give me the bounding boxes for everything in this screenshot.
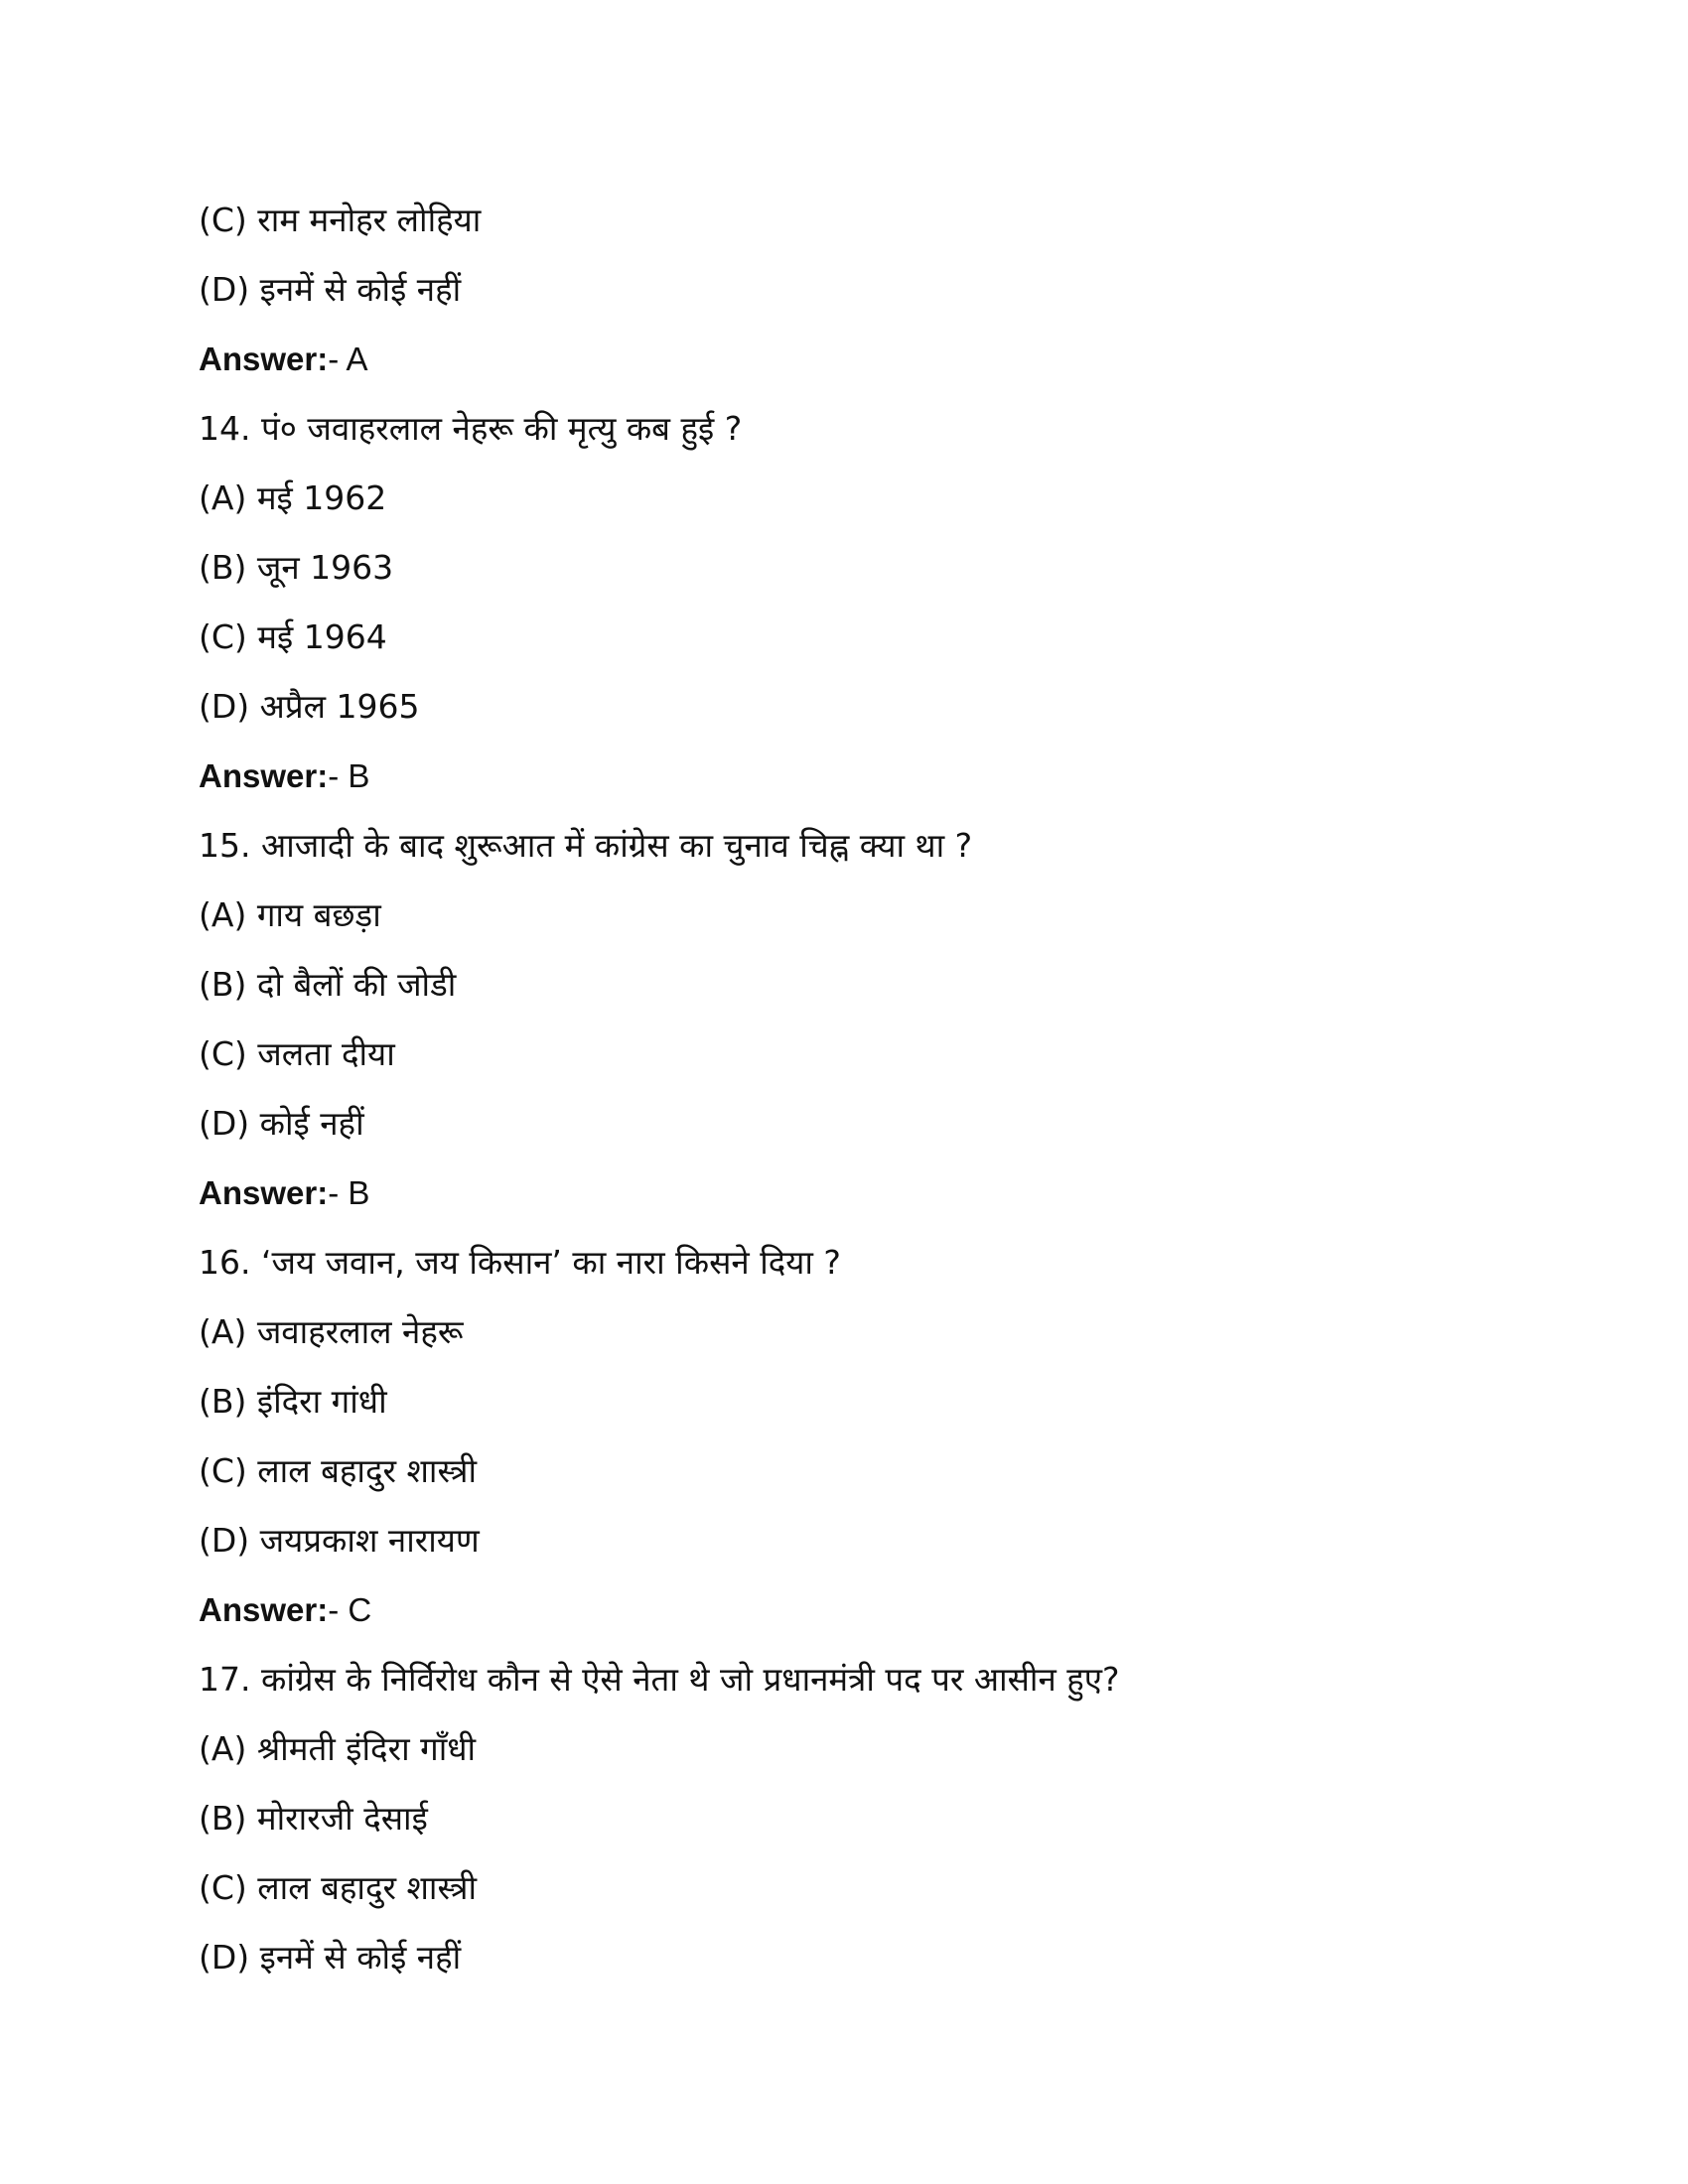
option-text: (D) अप्रैल 1965	[199, 687, 420, 726]
option-text: (B) इंदिरा गांधी	[199, 1382, 387, 1421]
option-text: (A) जवाहरलाल नेहरू	[199, 1312, 464, 1351]
answer-label: Answer:	[199, 1591, 329, 1628]
option-text: (D) कोई नहीं	[199, 1104, 364, 1143]
question-list	[199, 195, 1489, 2001]
answer-line	[199, 334, 1489, 403]
option-text: (A) मई 1962	[199, 478, 387, 517]
option-text: (A) गाय बछड़ा	[199, 895, 381, 934]
option-text: (B) दो बैलों की जोडी	[199, 965, 457, 1004]
answer-value: - A	[328, 341, 368, 377]
option-text: (B) जून 1963	[199, 548, 394, 587]
answer-value: - B	[328, 757, 370, 794]
answer-value: - B	[328, 1174, 370, 1211]
option-text: (C) लाल बहादुर शास्त्री	[199, 1868, 478, 1907]
option-text: (A) श्रीमती इंदिरा गाँधी	[199, 1729, 477, 1768]
question-text: 17. कांग्रेस के निर्विरोध कौन से ऐसे नेता थे जो प्रधानमंत्री पद पर आसीन हुए?	[199, 1660, 1120, 1699]
option-text: (C) मई 1964	[199, 617, 387, 656]
question-text: 14. पं० जवाहरलाल नेहरू की मृत्यु कब हुई ?	[199, 409, 743, 448]
question-text: 16. ‘जय जवान, जय किसान’ का नारा किसने दिया ?	[199, 1243, 841, 1282]
option-text: (D) इनमें से कोई नहीं	[199, 270, 462, 309]
option-text: (B) मोरारजी देसाई	[199, 1799, 428, 1838]
option-text: (D) इनमें से कोई नहीं	[199, 1938, 462, 1977]
answer-label: Answer:	[199, 341, 329, 377]
question-text: 15. आजादी के बाद शुरूआत में कांग्रेस का चुनाव चिह्न क्या था ?	[199, 826, 973, 865]
answer-line	[199, 1584, 1489, 1654]
answer-value: - C	[328, 1591, 372, 1628]
answer-label: Answer:	[199, 1174, 329, 1211]
option-text: (D) जयप्रकाश नारायण	[199, 1521, 480, 1560]
option-text: (C) राम मनोहर लोहिया	[199, 201, 482, 239]
answer-line	[199, 751, 1489, 820]
option-text: (C) लाल बहादुर शास्त्री	[199, 1451, 478, 1490]
answer-line	[199, 1167, 1489, 1237]
answer-label: Answer:	[199, 757, 329, 794]
option-text: (C) जलता दीया	[199, 1034, 395, 1073]
